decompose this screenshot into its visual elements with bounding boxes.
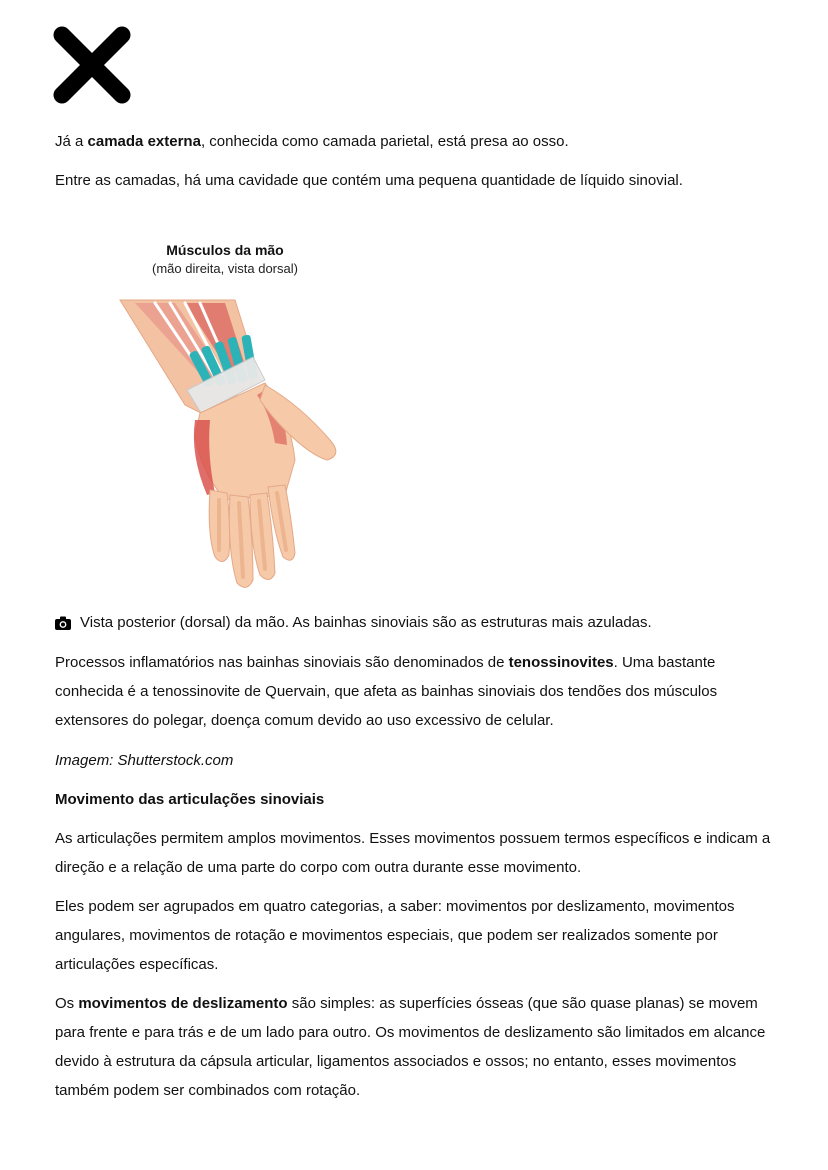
- text: Já a: [55, 133, 88, 150]
- text: . Uma bastante conhecida é a tenossinovite de Quervain, que afeta as bainhas sinoviais dos tendões dos músculos extensores do polegar, doença comum devido ao uso excessivo de celular.: [55, 654, 718, 729]
- text: Os: [55, 995, 79, 1012]
- figure-subtitle: (mão direita, vista dorsal): [152, 261, 298, 276]
- paragraph-categories: Eles podem ser agrupados em quatro categorias, a saber: movimentos por deslizamento, movimentos angulares, movimentos de rotação e movimentos especiais, que podem ser realizados somente por articulações específicas.: [55, 898, 735, 973]
- text: , conhecida como camada parietal, está presa ao osso.: [200, 133, 569, 150]
- close-icon: [52, 25, 132, 105]
- close-button[interactable]: [52, 25, 132, 105]
- paragraph-gliding: [55, 989, 785, 1105]
- section-title: Movimento das articulações sinoviais: [55, 791, 325, 808]
- paragraph-tenosynovitis: [55, 648, 785, 735]
- paragraph-articulations: As articulações permitem amplos movimentos. Esses movimentos possuem termos específicos e indicam a direção e a relação de uma parte do corpo com outra durante esse movimento.: [55, 830, 771, 876]
- caption-text: Vista posterior (dorsal) da mão. As bainhas sinoviais são as estruturas mais azuladas.: [80, 614, 652, 631]
- camera-icon: [55, 616, 71, 630]
- bold-term: camada externa: [87, 133, 201, 150]
- figure-title: Músculos da mão: [166, 242, 284, 258]
- figure-caption: [55, 608, 652, 637]
- text: Processos inflamatórios nas bainhas sinoviais são denominados de: [55, 654, 509, 671]
- hand-illustration: [115, 295, 355, 600]
- hand-muscles-figure: [55, 235, 435, 605]
- image-credit: Imagem: Shutterstock.com: [55, 752, 234, 769]
- bold-term: tenossinovites: [508, 654, 614, 671]
- paragraph-external-layer: [55, 127, 569, 156]
- bold-term: movimentos de deslizamento: [78, 995, 288, 1012]
- text: são simples: as superfícies ósseas (que são quase planas) se movem para frente e para trás e de um lado para outro. Os movimentos de deslizamento são limitados em alcance devido à estrutura da cápsula articular, ligamentos associados e ossos; no entanto, esses movimentos também podem ser combinados com rotação.: [55, 995, 766, 1099]
- paragraph-cavity: Entre as camadas, há uma cavidade que contém uma pequena quantidade de líquido sinovial.: [55, 172, 683, 189]
